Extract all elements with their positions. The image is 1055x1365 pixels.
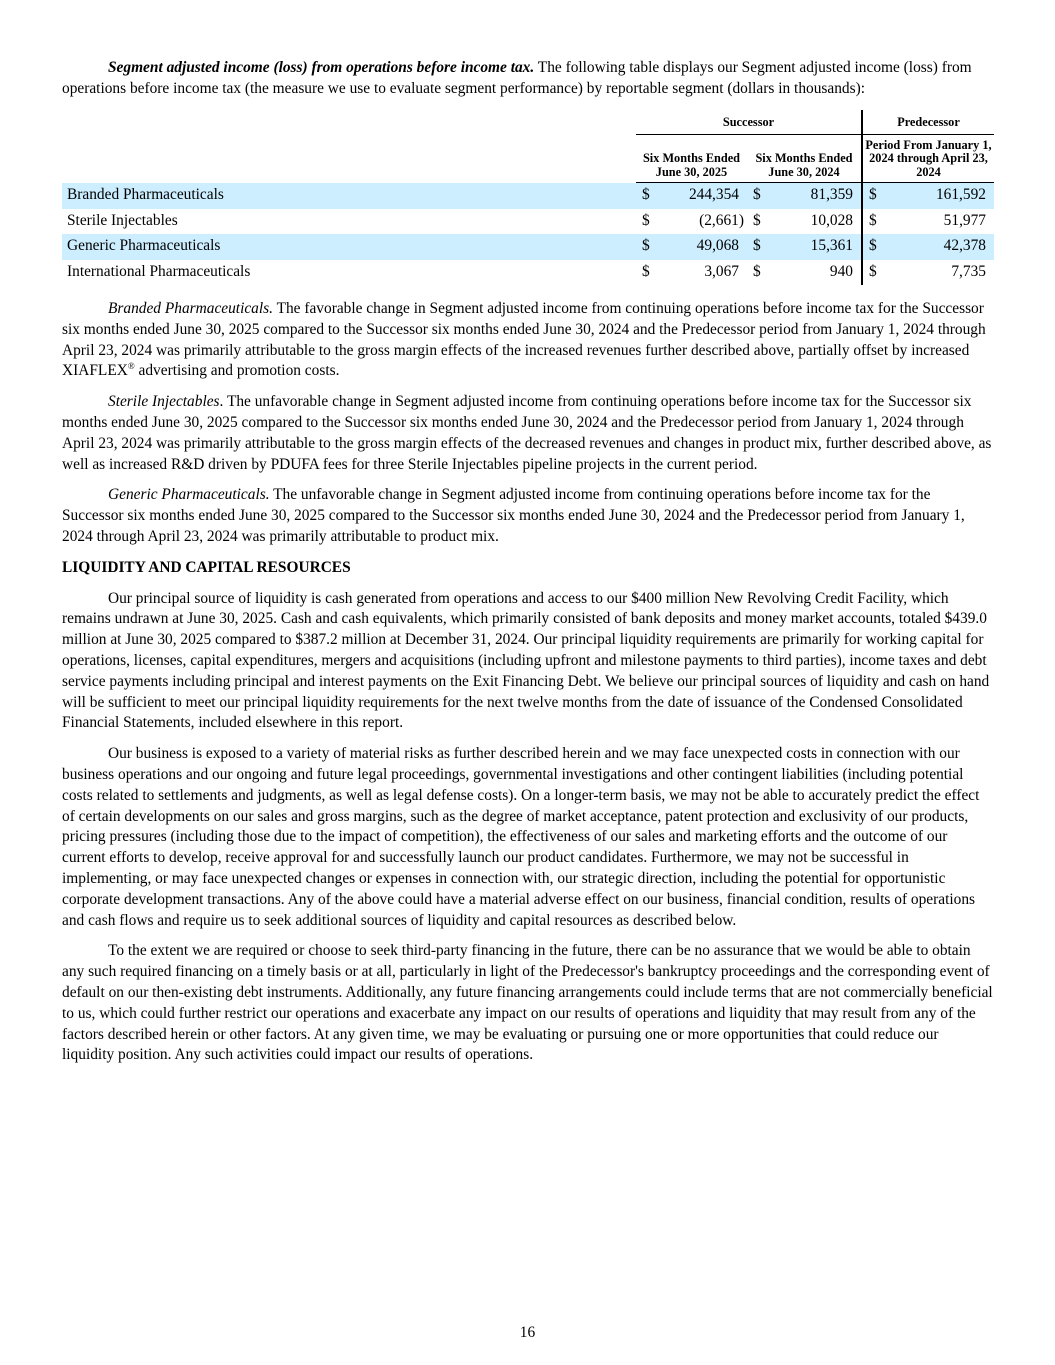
row-label: International Pharmaceuticals: [67, 262, 251, 280]
branded-title: Branded Pharmaceuticals.: [108, 300, 273, 318]
group-header-successor: Successor: [636, 110, 862, 135]
segment-income-table: [62, 110, 994, 286]
currency-symbol: $: [869, 211, 877, 229]
row-label: Branded Pharmaceuticals: [62, 183, 636, 209]
group-header-predecessor: Predecessor: [862, 110, 994, 135]
registered-mark: ®: [127, 361, 135, 372]
liquidity-paragraph-2: Our business is exposed to a variety of material risks as further described herein and we may face unexpected costs in connection with our business operations and our ongoing and future legal proceedings, governmental investigations and other contingent liabilities (including potential costs related to settlements and judgments, as well as legal defense costs). On a longer-term basis, we may not be able to accurately predict the effect of certain developments on our sales and gross margins, such as the degree of market acceptance, patent protection and exclusivity of our products, pricing pressures (including those due to the impact of competition), the effectiveness of our sales and marketing efforts and the outcome of our current efforts to develop, receive approval for and successfully launch our product candidates. Furthermore, we may not be successful in implementing, or may face unexpected changes or expenses in connection with, our strategic direction, including the potential for opportunistic corporate development transactions. Any of the above could have a material adverse effect on our business, financial condition, results of operations and cash flows and require us to seek additional sources of liquidity and capital resources as described below.: [62, 745, 980, 929]
document-page: [62, 58, 994, 1076]
liquidity-paragraph-3: To the extent we are required or choose to seek third-party financing in the future, there can be no assurance that we would be able to obtain any such required financing on a timely basis or at all, particularly in light of the Predecessor's bankruptcy proceedings and the corresponding event of default on our then-existing debt instruments. Additionally, any future financing arrangements could include terms that are not commercially beneficial to us, which could further restrict our operations and exacerbate any impact on our results of operations and liquidity that may result from any of the factors described herein or other factors. At any given time, we may be evaluating or pursuing one or more opportunities that could reduce our liquidity position. Any such activities could impact our results of operations.: [62, 942, 993, 1064]
generic-paragraph: [62, 485, 994, 547]
cell-value: 244,354: [660, 183, 747, 209]
currency-symbol: $: [862, 183, 886, 209]
cell-value: 42,378: [886, 234, 994, 260]
row-label: Sterile Injectables: [67, 211, 178, 229]
cell-value: 3,067: [704, 262, 739, 280]
currency-symbol: $: [642, 211, 650, 229]
row-label: Generic Pharmaceuticals: [62, 234, 636, 260]
table-row: [62, 234, 994, 260]
cell-value: 51,977: [943, 211, 986, 229]
currency-symbol: $: [636, 234, 660, 260]
column-header-period-2024: Period From January 1, 2024 through April 23, 2024: [862, 134, 994, 183]
column-header-six-months-2024: Six Months Ended June 30, 2024: [747, 134, 862, 183]
section-heading: LIQUIDITY AND CAPITAL RESOURCES: [62, 558, 351, 576]
branded-text-2: advertising and promotion costs.: [134, 362, 340, 380]
table-row: [62, 183, 994, 209]
table-group-header-row: [62, 110, 994, 135]
cell-value: 81,359: [771, 183, 862, 209]
cell-value: 49,068: [660, 234, 747, 260]
cell-value: 10,028: [771, 209, 862, 235]
table-row: [62, 209, 994, 235]
intro-title: Segment adjusted income (loss) from operations before income tax.: [108, 59, 535, 76]
currency-symbol: $: [747, 183, 771, 209]
intro-text: The following table displays our Segment adjusted income (loss) from operations before income tax (the measure we use to evaluate segment performance) by reportable segment (dollars in thousands):: [62, 59, 972, 97]
cell-value: 161,592: [886, 183, 994, 209]
page-number: 16: [519, 1324, 536, 1341]
cell-value: (2,661): [699, 211, 744, 229]
table-column-header-row: [62, 134, 994, 183]
cell-value: 15,361: [771, 234, 862, 260]
currency-symbol: $: [636, 183, 660, 209]
sterile-text: . The unfavorable change in Segment adjusted income from continuing operations before income tax for the Successor six months ended June 30, 2025 compared to the Successor six months ended June 30, 2024 and the Predecessor period from January 1, 2024 through April 23, 2024 was primarily attributable to the gross margin effects of the decreased revenues and changes in product mix, further described above, as well as increased R&D driven by PDUFA fees for three Sterile Injectables pipeline projects in the current period.: [62, 393, 992, 473]
branded-text-1: The favorable change in Segment adjusted income from continuing operations before income tax for the Successor six months ended June 30, 2025 compared to the Successor six months ended June 30, 2024 and the Predecessor period from January 1, 2024 through April 23, 2024 was primarily attributable to the gross margin effects of the increased revenues further described above, partially offset by increased XIAFLEX: [62, 300, 986, 380]
liquidity-paragraph-1: Our principal source of liquidity is cash generated from operations and access to our $400 million New Revolving Credit Facility, which remains undrawn at June 30, 2025. Cash and cash equivalents, which primarily consisted of bank deposits and money market accounts, totaled $439.0 million at June 30, 2025 compared to $387.2 million at December 31, 2024. Our principal liquidity requirements are primarily for working capital for operations, licenses, capital expenditures, mergers and acquisitions (including upfront and milestone payments to third parties), income taxes and debt service payments including principal and interest payments on the Exit Financing Debt. We believe our principal sources of liquidity and cash on hand will be sufficient to meet our principal liquidity requirements for the next twelve months from the date of issuance of the Condensed Consolidated Financial Statements, included elsewhere in this report.: [62, 589, 990, 732]
intro-paragraph: [62, 58, 994, 100]
currency-symbol: $: [753, 211, 761, 229]
table-row: [62, 260, 994, 286]
generic-text: The unfavorable change in Segment adjusted income from continuing operations before income tax for the Successor six months ended June 30, 2025 compared to the Successor six months ended June 30, 2024 and the Predecessor period from January 1, 2024 through April 23, 2024 was primarily attributable to product mix.: [62, 486, 965, 546]
currency-symbol: $: [869, 262, 877, 280]
sterile-title: Sterile Injectables: [108, 393, 220, 411]
column-header-six-months-2025: Six Months Ended June 30, 2025: [636, 134, 747, 183]
generic-title: Generic Pharmaceuticals.: [108, 486, 270, 504]
branded-paragraph: [62, 299, 994, 382]
sterile-paragraph: [62, 392, 994, 475]
cell-value: 7,735: [951, 262, 986, 280]
currency-symbol: $: [747, 234, 771, 260]
currency-symbol: $: [753, 262, 761, 280]
cell-value: 940: [771, 260, 862, 286]
currency-symbol: $: [862, 234, 886, 260]
currency-symbol: $: [642, 262, 650, 280]
